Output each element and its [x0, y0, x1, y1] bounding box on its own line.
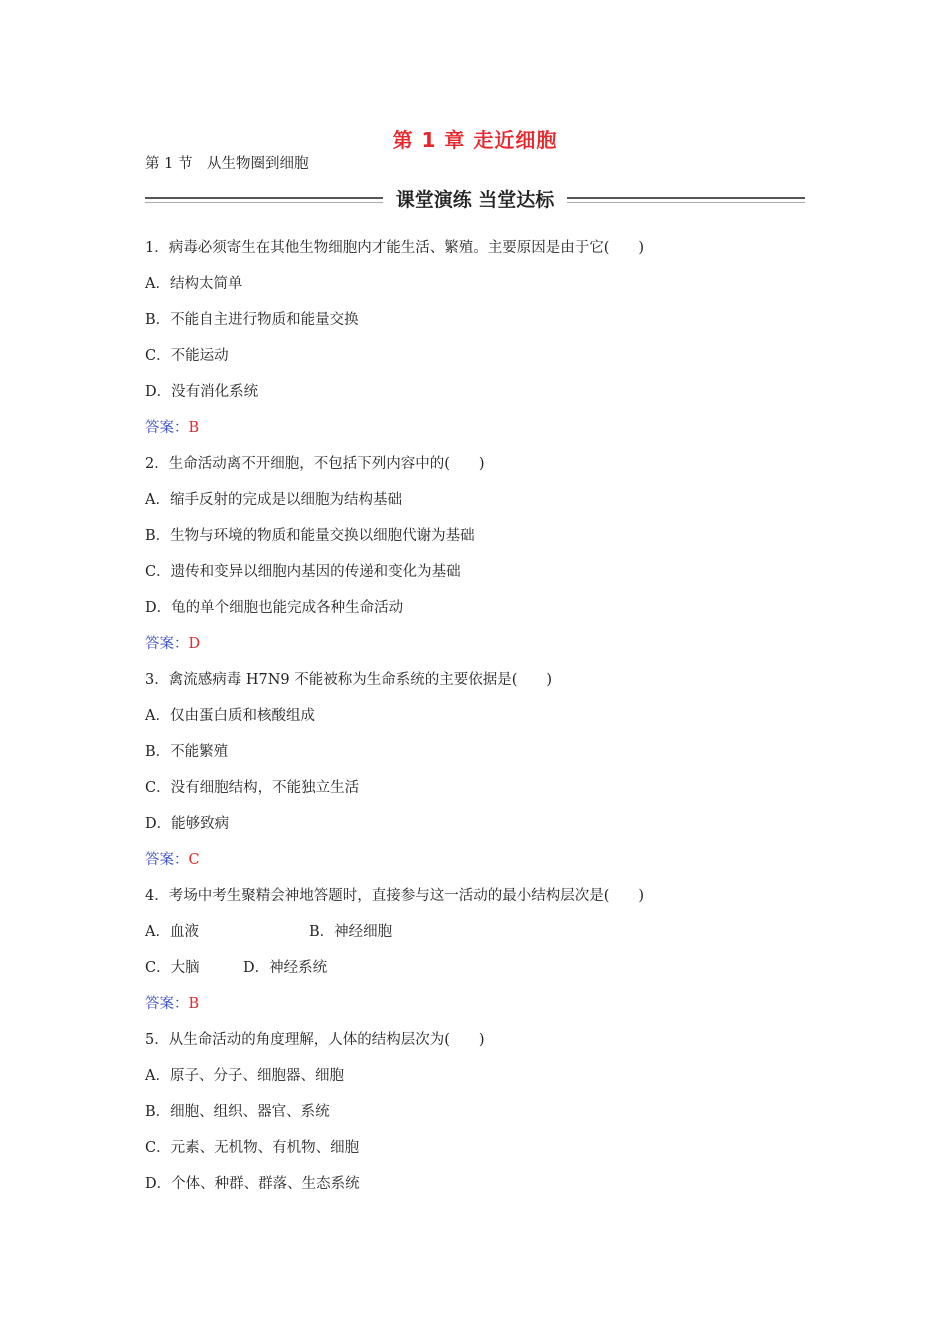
question-3-option-b: B．不能繁殖 — [145, 744, 229, 760]
question-4-option-c: C．大脑 — [145, 960, 200, 976]
question-3-option-a: A．仅由蛋白质和核酸组成 — [145, 708, 315, 724]
question-1-stem: 1．病毒必须寄生在其他生物细胞内才能生活、繁殖。主要原因是由于它( ) — [145, 240, 645, 256]
question-3-answer — [145, 848, 825, 884]
answer-label: 答案： — [145, 852, 189, 868]
question-1-option-a: A．结构太简单 — [145, 276, 243, 292]
answer-label: 答案： — [145, 420, 189, 436]
answer-label: 答案： — [145, 996, 189, 1012]
question-1-option-b: B．不能自主进行物质和能量交换 — [145, 312, 359, 328]
section-title: 第 1 节 从生物圈到细胞 — [145, 156, 309, 172]
answer-value: C — [188, 852, 200, 868]
answer-value: D — [188, 636, 201, 652]
answer-value: B — [188, 420, 200, 436]
question-2-option-b: B．生物与环境的物质和能量交换以细胞代谢为基础 — [145, 528, 475, 544]
question-list — [145, 236, 825, 1208]
section-banner — [145, 184, 805, 212]
question-2-stem: 2．生命活动离不开细胞，不包括下列内容中的( ) — [145, 456, 485, 472]
question-3-option-d: D．能够致病 — [145, 816, 230, 832]
question-4-option-a: A．血液 — [145, 924, 199, 940]
question-1-option-c: C．不能运动 — [145, 348, 229, 364]
question-3-option-c: C．没有细胞结构，不能独立生活 — [145, 780, 360, 796]
question-4-option-row-1 — [145, 920, 825, 956]
question-4-option-b: B．神经细胞 — [309, 924, 393, 940]
question-4-stem: 4．考场中考生聚精会神地答题时，直接参与这一活动的最小结构层次是( ) — [145, 888, 645, 904]
question-4-answer — [145, 992, 825, 1028]
question-2-option-d: D．龟的单个细胞也能完成各种生命活动 — [145, 600, 404, 616]
banner-rule-left — [145, 197, 383, 199]
question-2-option-c: C．遗传和变异以细胞内基因的传递和变化为基础 — [145, 564, 461, 580]
question-5-option-b: B．细胞、组织、器官、系统 — [145, 1104, 330, 1120]
chapter-title: 第 1 章 走近细胞 — [392, 128, 558, 152]
answer-value: B — [188, 996, 200, 1012]
question-1-answer — [145, 416, 825, 452]
question-3-stem: 3．禽流感病毒 H7N9 不能被称为生命系统的主要依据是( ) — [145, 672, 553, 688]
question-4-option-row-2 — [145, 956, 825, 992]
question-1-option-d: D．没有消化系统 — [145, 384, 259, 400]
question-5-option-c: C．元素、无机物、有机物、细胞 — [145, 1140, 360, 1156]
question-5-stem: 5．从生命活动的角度理解，人体的结构层次为( ) — [145, 1032, 485, 1048]
banner-rule-right — [567, 197, 805, 199]
question-2-answer — [145, 632, 825, 668]
question-2-option-a: A．缩手反射的完成是以细胞为结构基础 — [145, 492, 402, 508]
banner-text: 课堂演练 当堂达标 — [395, 189, 555, 211]
question-5-option-a: A．原子、分子、细胞器、细胞 — [145, 1068, 344, 1084]
question-4-option-d: D．神经系统 — [243, 960, 328, 976]
answer-label: 答案： — [145, 636, 189, 652]
question-5-option-d: D．个体、种群、群落、生态系统 — [145, 1176, 360, 1192]
